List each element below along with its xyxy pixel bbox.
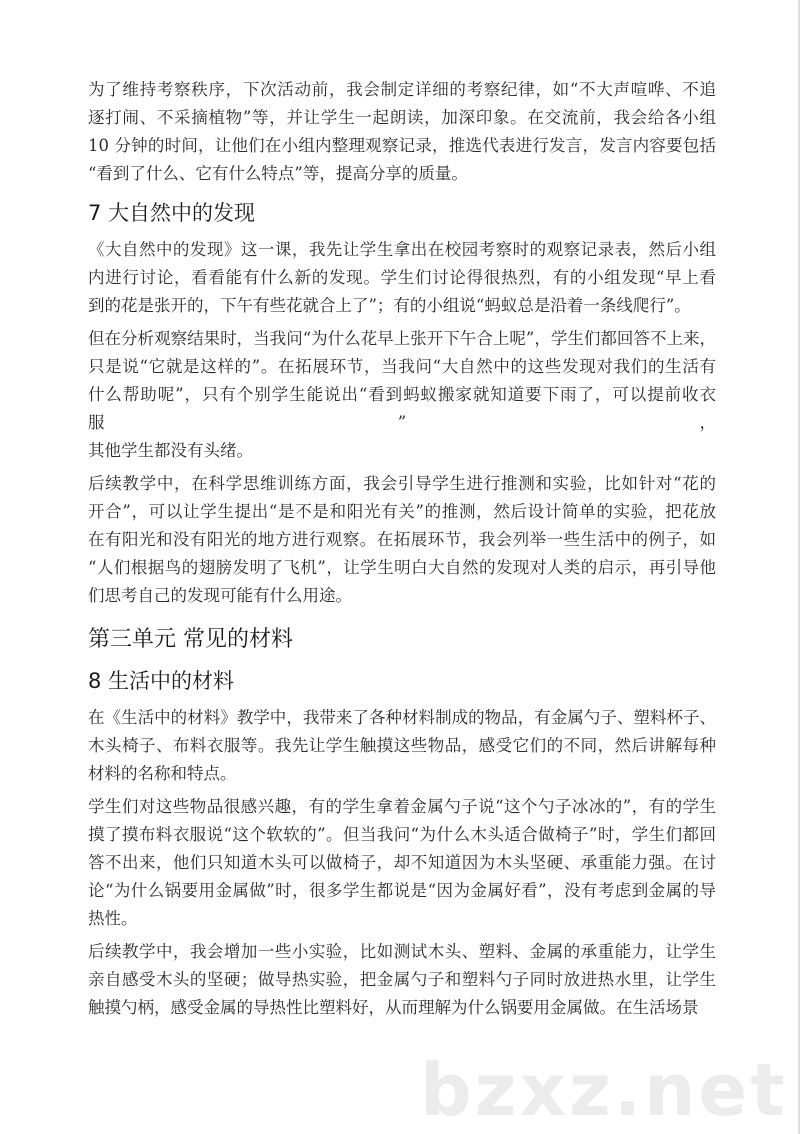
text-line: 触摸勺柄，感受金属的导热性比塑料好，从而理解为什么锅要用金属做。在生活场景 [88,998,699,1017]
text-line: 答不出来，他们只知道木头可以做椅子，却不知道因为木头坚硬、承重能力强。在讨 [88,853,716,872]
text-line: 只是说“它就是这样的”。在拓展环节，当我问“大自然中的这些发现对我们的生活有 [88,357,716,376]
text-line: 热性。 [88,909,138,928]
unit-heading: 第三单元 常见的材料 [88,627,293,652]
text-line: 其他学生都没有头绪。 [88,441,253,460]
text-line: “看到了什么、它有什么特点”等，提高分享的质量。 [88,164,468,183]
text-line: 亲自感受木头的坚硬；做导热实验，把金属勺子和塑料勺子同时放进热水里，让学生 [88,970,716,989]
paragraph [88,325,716,465]
text-line: 摸了摸布料衣服说“这个软软的”。但当我问“为什么木头适合做椅子”时，学生们都回 [88,825,716,844]
paragraph [88,236,716,320]
text-line: 到的花是张开的，下午有些花就合上了”；有的小组说“蚂蚁总是沿着一条线爬行”。 [88,296,691,315]
text-line: 木头椅子、布料衣服等。我先让学生触摸这些物品，感受它们的不同，然后讲解每种 [88,736,716,755]
paragraph [88,938,716,1022]
lesson-heading: 7 大自然中的发现 [88,201,256,225]
text-line: 《大自然中的发现》这一课，我先让学生拿出在校园考察时的观察记录表，然后小组 [88,240,716,259]
text-line: 后续教学中，我会增加一些小实验，比如测试木头、塑料、金属的承重能力，让学生 [88,942,716,961]
text-line: 10 分钟的时间，让他们在小组内整理观察记录，推选代表进行发言，发言内容要包括 [88,136,716,155]
text-line: 材料的名称和特点。 [88,764,237,783]
text-line: 论“为什么锅要用金属做”时，很多学生都说是“因为金属好看”，没有考虑到金属的导 [88,881,716,900]
paragraph [88,793,716,933]
paragraph [88,704,716,788]
paragraph [88,76,716,188]
paragraph [88,470,716,610]
text-line: 在《生活中的材料》教学中，我带来了各种材料制成的物品，有金属勺子、塑料杯子、 [88,708,716,727]
text-line: 学生们对这些物品很感兴趣，有的学生拿着金属勺子说“这个勺子冰冰的”，有的学生 [88,797,716,816]
text-line: 开合”，可以让学生提出“是不是和阳光有关”的推测，然后设计简单的实验，把花放 [88,502,716,521]
text-line: 但在分析观察结果时，当我问“为什么花早上张开下午合上呢”，学生们都回答不上来， [88,329,716,348]
text-line: 什么帮助呢”，只有个别学生能说出“看到蚂蚁搬家就知道要下雨了，可以提前收衣服”， [88,385,716,432]
text-line: 内进行讨论，看看能有什么新的发现。学生们讨论得很热烈，有的小组发现“早上看 [88,268,716,287]
text-line: 们思考自己的发现可能有什么用途。 [88,586,352,605]
text-line: 逐打闹、不采摘植物”等，并让学生一起朗读，加深印象。在交流前，我会给各小组 [88,108,716,127]
lesson-heading: 8 生活中的材料 [88,669,235,693]
watermark: bzxz.net [420,1048,788,1132]
text-line: 为了维持考察秩序，下次活动前，我会制定详细的考察纪律，如“不大声喧哗、不追 [88,80,716,99]
document-page [88,76,716,1027]
text-line: “人们根据鸟的翅膀发明了飞机”，让学生明白大自然的发现对人类的启示，再引导他 [88,558,716,577]
text-line: 在有阳光和没有阳光的地方进行观察。在拓展环节，我会列举一些生活中的例子，如 [88,530,716,549]
text-line: 后续教学中，在科学思维训练方面，我会引导学生进行推测和实验，比如针对“花的 [88,474,716,493]
